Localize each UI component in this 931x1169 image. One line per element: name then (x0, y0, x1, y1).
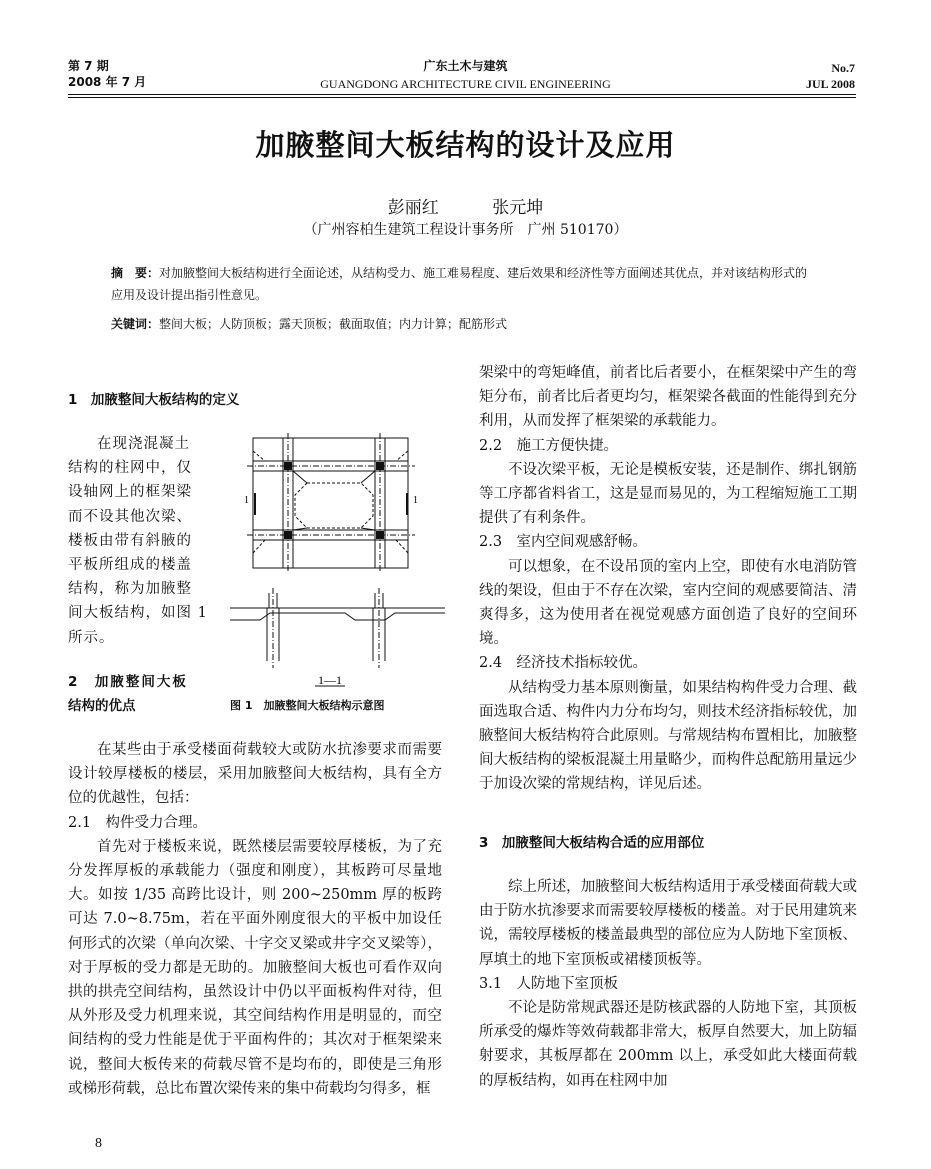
issue-number-en: No.7 (831, 61, 855, 75)
right-column-body-2 (479, 875, 857, 1093)
haunch-line (361, 471, 375, 483)
column (376, 462, 384, 470)
abstract (111, 262, 811, 306)
issue-date-cn: 2008 年 7 月 (68, 75, 147, 89)
subsection-2-2-heading: 2.2 施工方便快捷。 (479, 437, 619, 454)
subsection-2-1-text: 首先对于楼板来说，既然楼层需要较厚楼板，为了充分发挥厚板的承载能力（强度和刚度），其板跨可尽量地大。如按 1/35 高跨比设计，则 200~250mm 厚的板跨可达 7.0~8.75m，若在平面外刚度很大的平板中加设任何形式的次梁（单向次梁、十字交叉梁或井字交叉梁等），对于厚板的受力都是无助的。加腋整间大板也可看作双向拱的拱壳空间结构，虽然设计中仍以平面板构件对待，但从外形及受力机理来说，其空间结构作用是明显的，而空间结构的受力性能是优于平面构件的；其次对于框架梁来说，整间大板传来的荷载尽管不是均布的，即使是三角形或梯形荷载，总比布置次梁传来的集中荷载均匀得多，框 (68, 838, 442, 1097)
text-line: 结构的柱网中，仅 (68, 460, 192, 477)
section-3-heading: 3 加腋整间大板结构合适的应用部位 (479, 835, 705, 851)
subsection-2-2-text: 不设次梁平板，无论是模板安装，还是制作、绑扎钢筋等工序都省料省工，这是显而易见的，为工程缩短施工工期提供了有利条件。 (479, 461, 857, 527)
haunch-line (293, 471, 307, 483)
haunch-line (253, 451, 265, 461)
column (376, 531, 384, 539)
subsection-2-1-heading: 2.1 构件受力合理。 (68, 814, 208, 831)
author-list (0, 193, 931, 218)
continued-paragraph: 架梁中的弯矩峰值，前者比后者要小，在框架梁中产生的弯矩分布，前者比后者更均匀，框架梁各截面的性能得到充分利用，从而发挥了框架梁的承载能力。 (479, 365, 857, 430)
section-2-heading-cont: 结构的优点 (68, 698, 136, 714)
text-line: 设轴网上的框架梁 (68, 484, 192, 501)
section-1-text (68, 432, 218, 650)
section-2-heading: 2 加腋整间大板 (68, 674, 188, 690)
subsection-3-1-text: 不论是防常规武器还是防核武器的人防地下室，其顶板所承受的爆炸等效荷载都非常大，板厚自然要大，加上防辐射要求，其板厚都在 200mm 以上，承受如此大楼面荷载的厚板结构，如再在柱网中加 (479, 1000, 857, 1089)
section-mark-right: 1 (413, 495, 418, 506)
text-line: 而不设其他次梁、 (68, 508, 192, 525)
haunch-line (396, 540, 408, 553)
haunch-outline (295, 483, 373, 528)
issue-number-cn: 第 7 期 (68, 59, 109, 73)
abstract-label: 摘 要： (111, 266, 160, 280)
section-2-intro: 在某些由于承受楼面荷载较大或防水抗渗要求而需要设计较厚楼板的楼层，采用加腋整间大板结构，具有全方位的优越性，包括： (68, 742, 442, 807)
column (284, 531, 292, 539)
section-label: 1—1 (318, 673, 342, 687)
text-line: 间大板结构，如图 1 (68, 605, 208, 622)
paper-title: 加腋整间大板结构的设计及应用 (255, 128, 676, 162)
subsection-3-1-heading: 3.1 人防地下室顶板 (479, 975, 619, 992)
subsection-2-4-heading: 2.4 经济技术指标较优。 (479, 655, 648, 672)
issue-date-en: JUL 2008 (805, 77, 855, 91)
author-name: 张元坤 (492, 198, 544, 218)
author-name: 彭丽红 (387, 198, 439, 218)
text-line: 在现浇混凝土 (97, 436, 190, 452)
header-rule (68, 94, 856, 95)
journal-name-en: GUANGDONG ARCHITECTURE CIVIL ENGINEERING (320, 77, 611, 91)
subsection-2-3-heading: 2.3 室内空间观感舒畅。 (479, 534, 648, 551)
section-3-text: 综上所述，加腋整间大板结构适用于承受楼面荷载大或由于防水抗渗要求而需要较厚楼板的楼盖。对于民用建筑来说，需较厚楼板的楼盖最典型的部位应为人防地下室顶板、厚填土的地下室顶板或裙楼顶板等。 (479, 879, 857, 968)
page-number: 8 (95, 1136, 102, 1151)
figure-1-diagram (225, 433, 450, 703)
text-line: 楼板由带有斜腋的 (68, 532, 192, 549)
keywords-label: 关键词： (111, 317, 160, 331)
text-line: 结构，称为加腋整 (68, 581, 192, 598)
header-rule-thin (68, 97, 856, 98)
slab-bottom (230, 613, 445, 620)
left-column-body (68, 738, 442, 1101)
abstract-text: 对加腋整间大板结构进行全面论述，从结构受力、施工难易程度、建后效果和经济性等方面阐述其优点，并对该结构形式的应用及设计提出指引性意见。 (111, 266, 808, 302)
right-column-body (479, 361, 857, 797)
text-line: 所示。 (68, 629, 115, 646)
haunch-line (396, 451, 408, 461)
section-1-heading: 1 加腋整间大板结构的定义 (68, 392, 240, 408)
column (284, 462, 292, 470)
figure-1-caption: 图 1 加腋整间大板结构示意图 (230, 699, 385, 712)
section-mark-left: 1 (244, 495, 249, 506)
haunch-line (253, 540, 265, 553)
affiliation: （广州容柏生建筑工程设计事务所 广州 510170） (303, 222, 628, 238)
keywords (111, 313, 811, 335)
keywords-text: 整间大板；人防顶板；露天顶板；截面取值；内力计算；配筋形式 (159, 317, 508, 331)
journal-name-cn: 广东土木与建筑 (423, 59, 508, 73)
text-line: 平板所组成的楼盖 (68, 557, 192, 574)
subsection-2-3-text: 可以想象，在不设吊顶的室内上空，即使有水电消防管线的架设，但由于不存在次梁，室内空间的观感要简洁、清爽得多，这为使用者在视觉观感方面创造了良好的空间环境。 (479, 558, 857, 648)
subsection-2-4-text: 从结构受力基本原则衡量，如果结构构件受力合理、截面选取合适、构件内力分布均匀，则技术经济指标较优，加腋整间大板结构符合此原则。与常规结构布置相比，加腋整间大板结构的梁板混凝土用量略少，而构件总配筋用量远少于加设次梁的常规结构，详见后述。 (479, 679, 857, 793)
